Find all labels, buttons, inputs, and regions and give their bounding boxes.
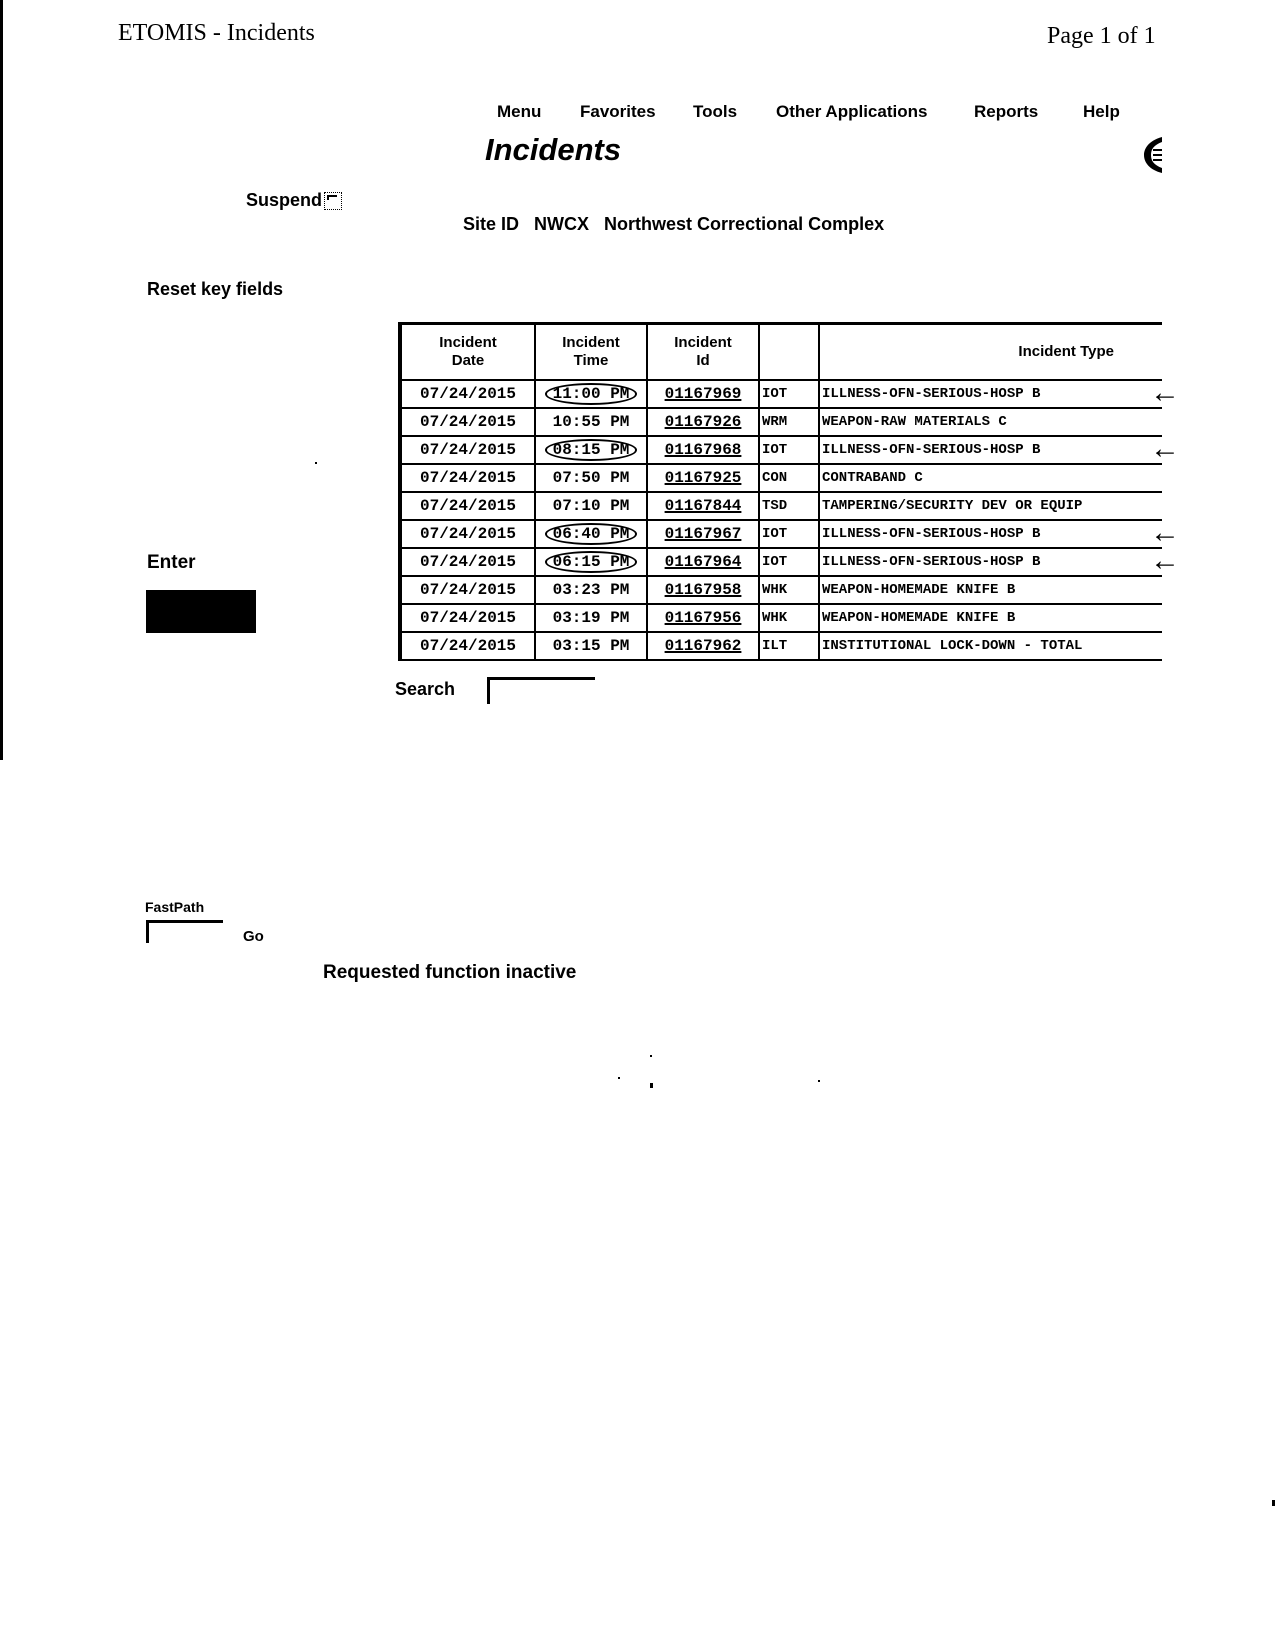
cell-incident-date: 07/24/2015 bbox=[400, 576, 535, 604]
table-row[interactable] bbox=[400, 604, 1162, 632]
scan-speck bbox=[650, 1055, 652, 1057]
incident-id-link[interactable]: 01167968 bbox=[664, 441, 742, 459]
cell-incident-code: CON bbox=[759, 464, 819, 492]
time-value: 03:23 PM bbox=[552, 581, 630, 599]
cell-incident-date: 07/24/2015 bbox=[400, 604, 535, 632]
search-label: Search bbox=[395, 679, 456, 699]
agency-seal-icon bbox=[1140, 135, 1166, 175]
reset-key-fields-link[interactable]: Reset key fields bbox=[147, 279, 284, 299]
cell-incident-date: 07/24/2015 bbox=[400, 436, 535, 464]
cell-incident-type: WEAPON-HOMEMADE KNIFE B bbox=[819, 604, 1162, 632]
cell-incident-date: 07/24/2015 bbox=[400, 520, 535, 548]
header-incident-code bbox=[759, 324, 819, 381]
table-row[interactable] bbox=[400, 492, 1162, 520]
cell-incident-time bbox=[535, 576, 647, 604]
incident-id-link[interactable]: 01167925 bbox=[664, 469, 742, 487]
incident-id-link[interactable]: 01167969 bbox=[664, 385, 742, 403]
page-count: Page 1 of 1 bbox=[1047, 23, 1156, 49]
scan-speck bbox=[618, 1077, 620, 1079]
handwritten-arrow-icon: ← bbox=[1150, 432, 1180, 465]
cell-incident-id bbox=[647, 576, 759, 604]
time-value: 03:19 PM bbox=[552, 609, 630, 627]
cell-incident-id bbox=[647, 436, 759, 464]
fastpath-label: FastPath bbox=[145, 899, 205, 915]
circled-time: 06:40 PM bbox=[545, 523, 638, 545]
incident-id-link[interactable]: 01167958 bbox=[664, 581, 742, 599]
cell-incident-code: WRM bbox=[759, 408, 819, 436]
cell-incident-date: 07/24/2015 bbox=[400, 492, 535, 520]
cell-incident-time bbox=[535, 604, 647, 632]
circled-time: 08:15 PM bbox=[545, 439, 638, 461]
handwritten-arrow-icon: ← bbox=[1150, 516, 1180, 549]
cell-incident-code: IOT bbox=[759, 380, 819, 408]
nav-item-other-applications[interactable]: Other Applications bbox=[776, 102, 928, 121]
cell-incident-code: TSD bbox=[759, 492, 819, 520]
table-row[interactable] bbox=[400, 548, 1162, 576]
table-row[interactable] bbox=[400, 464, 1162, 492]
cell-incident-date: 07/24/2015 bbox=[400, 464, 535, 492]
cell-incident-time bbox=[535, 492, 647, 520]
table-row[interactable] bbox=[400, 380, 1162, 408]
cell-incident-id bbox=[647, 492, 759, 520]
cell-incident-id bbox=[647, 632, 759, 660]
cell-incident-time bbox=[535, 464, 647, 492]
cell-incident-code: IOT bbox=[759, 436, 819, 464]
cell-incident-date: 07/24/2015 bbox=[400, 548, 535, 576]
header-incident-type[interactable]: Incident Type bbox=[819, 324, 1162, 381]
page-edge-line bbox=[0, 0, 3, 760]
handwritten-arrow-icon: ← bbox=[1150, 544, 1180, 577]
incidents-table bbox=[398, 322, 1162, 661]
cell-incident-type: WEAPON-RAW MATERIALS C bbox=[819, 408, 1162, 436]
cell-incident-time bbox=[535, 380, 647, 408]
cell-incident-time bbox=[535, 520, 647, 548]
incidents-table-body bbox=[400, 380, 1162, 660]
header-incident-id[interactable]: Incident Id bbox=[647, 324, 759, 381]
cell-incident-type: INSTITUTIONAL LOCK-DOWN - TOTAL bbox=[819, 632, 1162, 660]
site-name: Northwest Correctional Complex bbox=[604, 214, 885, 234]
go-button[interactable]: Go bbox=[243, 928, 264, 945]
cell-incident-date: 07/24/2015 bbox=[400, 380, 535, 408]
cell-incident-time bbox=[535, 408, 647, 436]
cell-incident-code: WHK bbox=[759, 576, 819, 604]
cell-incident-id bbox=[647, 464, 759, 492]
cell-incident-type: WEAPON-HOMEMADE KNIFE B bbox=[819, 576, 1162, 604]
page-title: Incidents bbox=[485, 132, 622, 167]
handwritten-arrow-icon: ← bbox=[1150, 376, 1180, 409]
table-row[interactable] bbox=[400, 436, 1162, 464]
circled-time: 11:00 PM bbox=[545, 383, 638, 405]
cell-incident-type: ILLNESS-OFN-SERIOUS-HOSP B bbox=[819, 520, 1162, 548]
cell-incident-id bbox=[647, 380, 759, 408]
cell-incident-type: ILLNESS-OFN-SERIOUS-HOSP B bbox=[819, 548, 1162, 576]
table-row[interactable] bbox=[400, 576, 1162, 604]
cell-incident-date: 07/24/2015 bbox=[400, 408, 535, 436]
incident-id-link[interactable]: 01167926 bbox=[664, 413, 742, 431]
cell-incident-code: ILT bbox=[759, 632, 819, 660]
suspend-control bbox=[246, 190, 342, 211]
time-value: 07:10 PM bbox=[552, 497, 630, 515]
cell-incident-time bbox=[535, 632, 647, 660]
header-incident-time[interactable]: Incident Time bbox=[535, 324, 647, 381]
cell-incident-time bbox=[535, 548, 647, 576]
incident-id-link[interactable]: 01167967 bbox=[664, 525, 742, 543]
site-id-label: Site ID bbox=[463, 214, 520, 234]
document-title: ETOMIS - Incidents bbox=[118, 20, 315, 46]
nav-item-tools[interactable]: Tools bbox=[693, 102, 738, 121]
table-row[interactable] bbox=[400, 520, 1162, 548]
cell-incident-code: IOT bbox=[759, 520, 819, 548]
cell-incident-type: TAMPERING/SECURITY DEV OR EQUIP bbox=[819, 492, 1162, 520]
site-info bbox=[463, 214, 884, 235]
search-input[interactable] bbox=[487, 677, 595, 704]
cell-incident-id bbox=[647, 408, 759, 436]
incident-id-link[interactable]: 01167964 bbox=[664, 553, 742, 571]
incidents-table-container bbox=[398, 322, 1160, 661]
incident-id-link[interactable]: 01167962 bbox=[664, 637, 742, 655]
cell-incident-id bbox=[647, 604, 759, 632]
incident-id-link[interactable]: 01167956 bbox=[664, 609, 742, 627]
cell-incident-time bbox=[535, 436, 647, 464]
cell-incident-type: CONTRABAND C bbox=[819, 464, 1162, 492]
site-id-value: NWCX bbox=[534, 214, 590, 234]
cell-incident-date: 07/24/2015 bbox=[400, 632, 535, 660]
fastpath-input[interactable] bbox=[146, 920, 223, 943]
table-header-row bbox=[400, 324, 1162, 381]
cell-incident-code: WHK bbox=[759, 604, 819, 632]
circled-time: 06:15 PM bbox=[545, 551, 638, 573]
incident-id-link[interactable]: 01167844 bbox=[664, 497, 742, 515]
header-incident-date[interactable]: Incident Date bbox=[400, 324, 535, 381]
cell-incident-code: IOT bbox=[759, 548, 819, 576]
nav-item-favorites[interactable]: Favorites bbox=[580, 102, 656, 121]
table-row[interactable] bbox=[400, 408, 1162, 436]
cell-incident-type: ILLNESS-OFN-SERIOUS-HOSP B bbox=[819, 380, 1162, 408]
scan-speck bbox=[818, 1080, 820, 1082]
scan-speck bbox=[315, 462, 317, 464]
status-message: Requested function inactive bbox=[323, 962, 577, 983]
cell-incident-id bbox=[647, 520, 759, 548]
suspend-label: Suspend bbox=[246, 190, 323, 210]
nav-item-reports[interactable]: Reports bbox=[974, 102, 1039, 121]
suspend-checkbox[interactable] bbox=[324, 192, 342, 210]
time-value: 10:55 PM bbox=[552, 413, 630, 431]
nav-item-menu[interactable]: Menu bbox=[497, 102, 542, 121]
cell-incident-id bbox=[647, 548, 759, 576]
time-value: 07:50 PM bbox=[552, 469, 630, 487]
scan-speck bbox=[650, 1083, 653, 1088]
nav-item-help[interactable]: Help bbox=[1083, 102, 1120, 121]
enter-button[interactable] bbox=[146, 590, 256, 633]
table-row[interactable] bbox=[400, 632, 1162, 660]
enter-label: Enter bbox=[147, 552, 196, 573]
time-value: 03:15 PM bbox=[552, 637, 630, 655]
cell-incident-type: ILLNESS-OFN-SERIOUS-HOSP B bbox=[819, 436, 1162, 464]
